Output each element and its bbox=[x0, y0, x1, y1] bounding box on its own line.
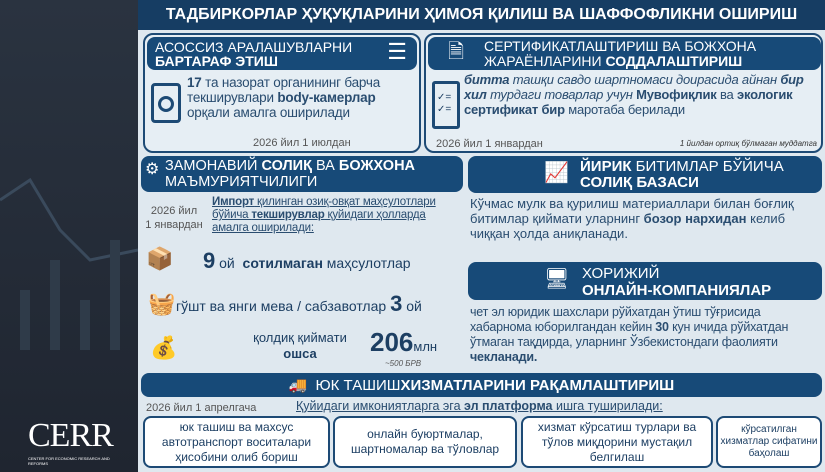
meat-row: гўшт ва янги мева / сабзавотлар 3 ой bbox=[176, 291, 422, 316]
cargo-feature-accounting: юк ташиш ва махсус автотранспорт воситалари ҳисобини олиб бориш bbox=[143, 416, 330, 468]
online-companies-header bbox=[468, 262, 822, 300]
certification-header bbox=[428, 37, 821, 70]
online-companies-text: чет эл юридик шахслари рўйхатдан ўтиш тўғрисида хабарнома юборилгандан кейин 30 кун ичида рўйхатдан ўтмаган тақдирда, уларнинг Ўзбекистондаги фаолияти чекланади. bbox=[470, 305, 789, 364]
list-icon: ☰ bbox=[387, 39, 407, 64]
unsold-row: 9 ой сотилмаган маҳсулотлар bbox=[203, 248, 411, 273]
monitor-icon: 🖥 bbox=[544, 268, 570, 290]
cerr-logo-subtitle: CENTER FOR ECONOMIC RESEARCH AND REFORMS bbox=[28, 456, 110, 466]
decorative-chart-icon bbox=[0, 0, 138, 400]
header-line: БАРТАРАФ ЭТИШ bbox=[155, 53, 278, 69]
cargo-feature-rating: кўрсатилган хизматлар сифатини баҳолаш bbox=[716, 416, 822, 468]
cargo-feature-pricing: хизмат кўрсатиш турлари ва тўлов миқдорини мустақил белгилаш bbox=[521, 416, 713, 468]
certification-text: битта ташқи савдо шартномаси доирасида айнан бир хил турдаги товарлар учун Мувофиқлик ва экологик сертификат бир маротаба берилади bbox=[464, 72, 804, 117]
certification-note: 1 йилдан ортиқ бўлмаган муддатга bbox=[679, 139, 817, 148]
interference-text: 17 та назорат органининг барча текширувлари body-камерлар орқали амалга оширилади bbox=[187, 75, 381, 120]
big-deals-text: Кўчмас мулк ва қурилиш материаллари билан боғлиқ битимлар қиймати уларнинг бозор нархидан келиб чиққан ҳолда аниқланади. bbox=[470, 196, 794, 241]
header-line: МАЪМУРИЯТЧИЛИГИ bbox=[165, 174, 318, 190]
interference-header bbox=[147, 37, 417, 70]
left-panel bbox=[0, 0, 138, 472]
page-title: ТАДБИРКОРЛАР ҲУҚУҚЛАРИНИ ҲИМОЯ ҚИЛИШ ВА ШАФФОФЛИКНИ ОШИРИШ bbox=[138, 0, 825, 30]
truck-icon: 🚚 bbox=[288, 377, 308, 394]
basket-icon: 🧺 bbox=[148, 291, 176, 316]
residual-text: қолдиқ қиймати ошса bbox=[253, 330, 347, 361]
residual-value: 206млн bbox=[370, 327, 438, 357]
interference-card bbox=[143, 33, 421, 153]
brv-note: ~500 БРВ bbox=[385, 359, 422, 368]
cargo-header: 🚚 ЮК ТАШИШ ХИЗМАТЛАРИНИ РАҚАМЛАШТИРИШ bbox=[141, 373, 822, 397]
header-line: ЖАРАЁНЛАРИНИ bbox=[484, 53, 606, 69]
big-deals-header: 📈 ЙИРИК БИТИМЛАР БЎЙИЧА СОЛИҚ БАЗАСИ bbox=[468, 156, 822, 193]
money-bag-icon: 💰 bbox=[150, 335, 178, 360]
tax-date: 2026 йил 1 январдан bbox=[145, 205, 203, 231]
import-text: Импорт қилинган озиқ-овқат маҳсулотлари бўйича текширувлар қуйидаги ҳолларда амалга оширилади: bbox=[212, 196, 436, 234]
body-camera-icon bbox=[151, 83, 181, 123]
header-line: ОНЛАЙН-КОМПАНИЯЛАР bbox=[582, 282, 772, 299]
header-line: СЕРТИФИКАТЛАШТИРИШ ВА БОЖХОНА bbox=[484, 38, 757, 54]
chart-icon: 📈 bbox=[544, 162, 569, 184]
tax-admin-header: ⚙ ЗАМОНАВИЙ СОЛИҚ ВА БОЖХОНА МАЪМУРИЯТЧИЛИГИ bbox=[141, 156, 463, 192]
cargo-intro: Қуйидаги имкониятларга эга эл платформа ишга туширилади: bbox=[296, 399, 663, 413]
cargo-feature-orders: онлайн буюртмалар, шартномалар ва тўловлар bbox=[333, 416, 517, 468]
header-line-bold: СОДДАЛАШТИРИШ bbox=[605, 53, 743, 69]
cerr-logo: CERR bbox=[28, 417, 113, 454]
interference-date: 2026 йил 1 июлдан bbox=[253, 137, 351, 149]
certification-card bbox=[424, 33, 823, 153]
cargo-date: 2026 йил 1 апрелгача bbox=[146, 402, 257, 414]
checklist-icon: ✓= ✓= bbox=[432, 81, 460, 129]
gears-icon: ⚙ bbox=[145, 161, 160, 178]
header-line: АСОССИЗ АРАЛАШУВЛАРНИ bbox=[155, 39, 353, 55]
header-line: ХОРИЖИЙ bbox=[582, 265, 660, 282]
certification-date: 2026 йил 1 январдан bbox=[436, 138, 543, 150]
header-line: СОЛИҚ БАЗАСИ bbox=[580, 174, 699, 191]
box-icon: 📦 bbox=[146, 246, 174, 271]
document-icon: 🗎 bbox=[448, 41, 465, 63]
